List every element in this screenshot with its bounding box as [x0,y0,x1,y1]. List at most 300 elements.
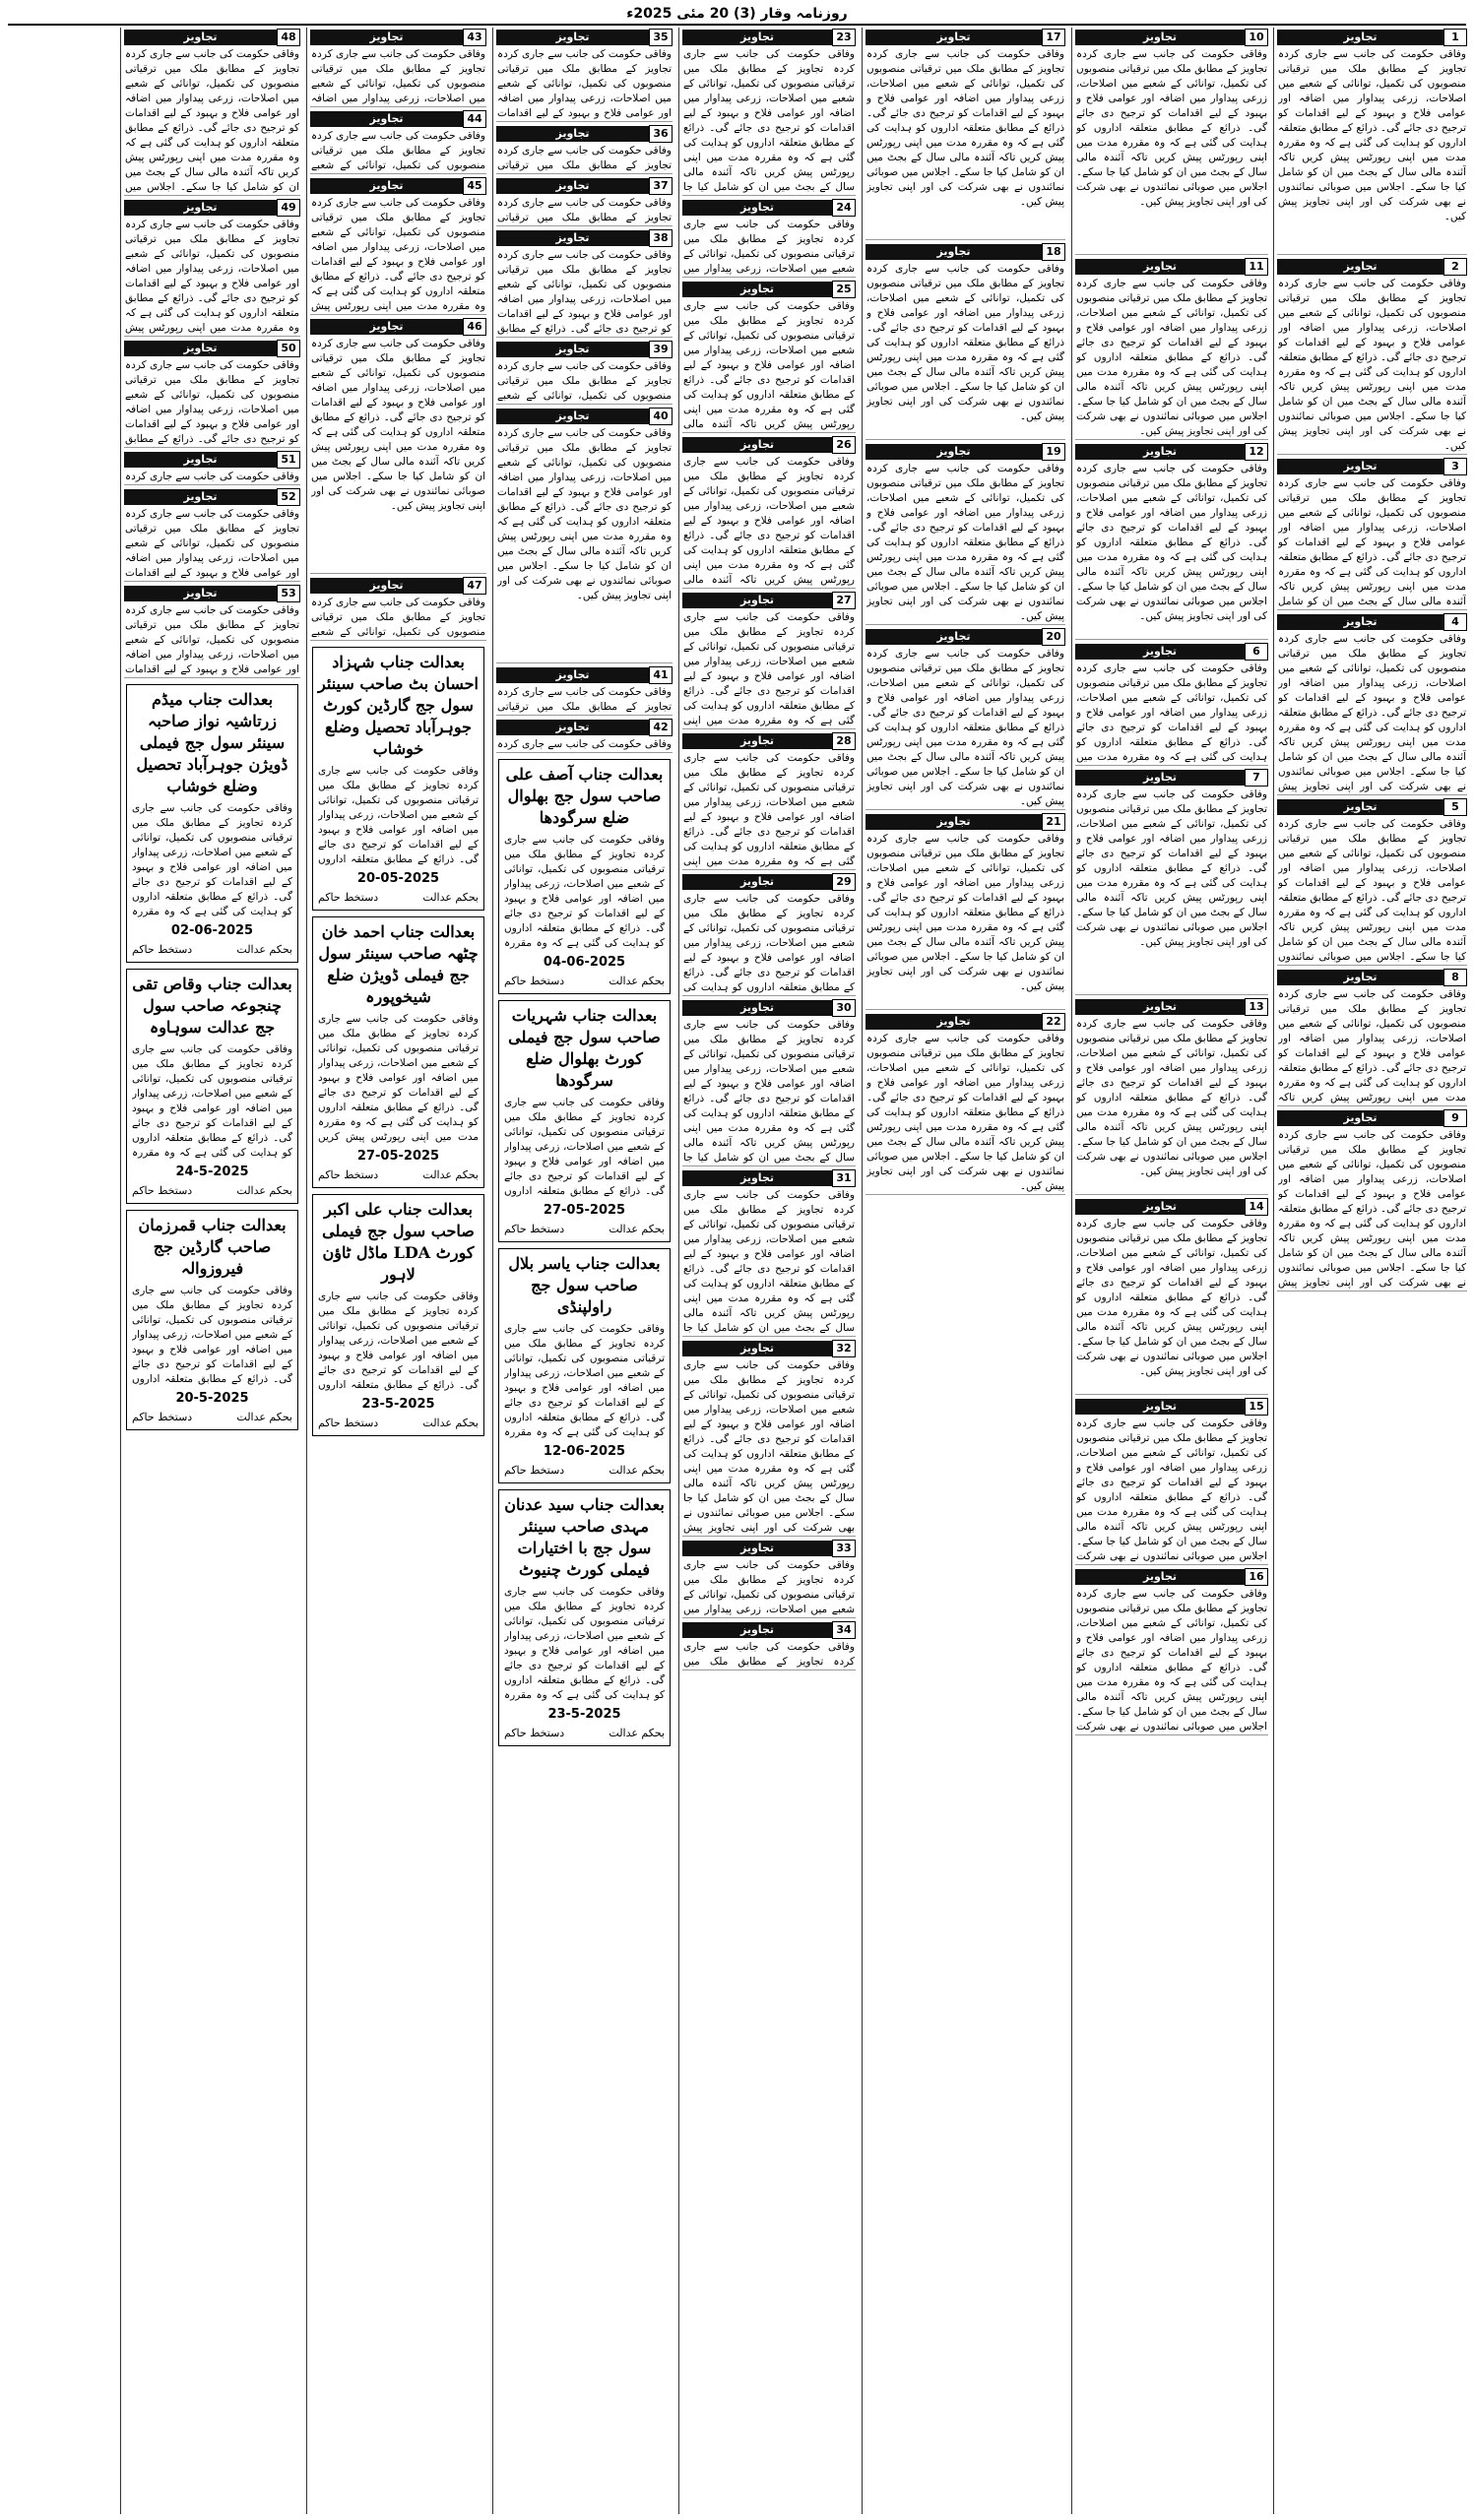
notice-title: بعدالت جناب قمرزمان صاحب گارڈین جج فیروزوالہ [138,1216,287,1278]
notice-hearing-date: 27-05-2025 [356,1149,440,1164]
item-body: وفاقی حکومت کی جانب سے جاری کردہ تجاویز کے مطابق ملک میں ترقیاتی منصوبوں کی تکمیل، توانائی کے شعبے میں اصلاحات، زرعی پیداوار میں اضافہ اور عوامی فلاح و بہبود کے لیے اقدامات کو ترجیح دی جائے گی۔ ذرائع کے مطابق متعلقہ اداروں کو ہدایت کی گئی ہے کہ وہ مقررہ مدت میں اپنی رپورٹس پیش کریں تاکہ آئندہ مالی سال کے بجٹ میں ان کو شامل کیا جا سکے۔ اجلاس میں صوبائی نمائندوں نے بھی شرکت کی اور اپنی تجاویز پیش کیں۔ [1076,1218,1267,1377]
section-label: تجاویز [496,30,649,45]
notice-title: بعدالت جناب علی اکبر صاحب سول جج فیملی کورٹ LDA ماڈل ٹاؤن لاہور [322,1200,475,1284]
section-label: تجاویز [1075,999,1245,1015]
item-header [1277,30,1467,45]
item-body: وفاقی حکومت کی جانب سے جاری کردہ تجاویز کے مطابق ملک میں ترقیاتی منصوبوں کی تکمیل، توانائی کے شعبے میں اصلاحات، زرعی پیداوار میں [683,219,855,275]
section-label: تجاویز [1075,444,1245,460]
section-label: تجاویز [865,444,1042,460]
section-label: تجاویز [496,720,649,735]
item-number: 32 [832,1340,856,1357]
item-header [124,586,300,601]
item-number: 21 [1042,813,1065,831]
item-body: وفاقی حکومت کی جانب سے جاری کردہ تجاویز کے مطابق ملک میں ترقیاتی منصوبوں کی تکمیل، توانائی کے شعبے میں اصلاحات، زرعی پیداوار میں اضافہ اور عوامی فلاح و بہبود کے لیے اقدامات کو ترجیح دی جائے گی۔ ذرائع کے مطابق [497,249,672,335]
section-label: تجاویز [496,230,649,246]
item-header [1075,999,1268,1015]
section-label: تجاویز [682,437,832,453]
section-label: تجاویز [496,178,649,194]
news-item [1277,257,1467,455]
item-body: وفاقی حکومت کی جانب سے جاری کردہ تجاویز کے مطابق ملک میں ترقیاتی منصوبوں کی تکمیل، توانائی کے شعبے میں اصلاحات، زرعی پیداوار میں اضافہ اور عوامی فلاح و بہبود کے لیے اقدامات [497,48,672,119]
signature-left: دستخط حاکم [318,891,379,904]
section-label: تجاویز [682,593,832,608]
news-item [682,1620,856,1670]
signature-right: بحکم عدالت [236,1411,292,1423]
news-item [865,1012,1065,1195]
news-item [865,627,1065,810]
item-header [1075,644,1268,660]
news-item [682,280,856,433]
section-label: تجاویز [124,341,277,356]
item-header [865,814,1065,830]
signature-right: بحکم عدالت [236,943,292,956]
column-5 [492,28,675,2514]
signature-right: بحکم عدالت [609,1223,665,1235]
section-label: تجاویز [1075,1199,1245,1215]
news-item [865,812,1065,1010]
item-number: 14 [1245,1198,1268,1216]
item-number: 44 [463,110,486,128]
court-notice [126,969,298,1204]
news-item [1075,1567,1268,1735]
column-2 [1071,28,1271,2514]
item-body: وفاقی حکومت کی جانب سے جاری کردہ تجاویز کے مطابق ملک میں ترقیاتی منصوبوں کی تکمیل، توانائی کے شعبے میں اصلاحات، زرعی پیداوار میں اضافہ اور عوامی فلاح و بہبود کے لیے اقدامات کو ترجیح دی جائے گی۔ ذرائع کے مطابق متعلقہ اداروں کو ہدایت کی گئی ہے کہ وہ مقررہ مدت میں اپنی رپورٹس پیش کریں تاکہ آئندہ مالی سال کے بجٹ میں ان کو شامل کیا جا سکے۔ اجلاس میں صوبائی نمائندوں نے بھی شرکت کی اور اپنی تجاویز پیش [1278,1129,1466,1289]
signature-left: دستخط حاکم [504,1727,565,1739]
news-item [1075,642,1268,766]
signature-right: بحکم عدالت [609,1464,665,1477]
item-header [682,1341,856,1356]
item-number: 4 [1443,613,1467,631]
signature-right: بحکم عدالت [422,1417,479,1429]
notice-title: بعدالت جناب میڈم زرتاشیہ نواز صاحبہ سینئر سول جج فیملی ڈویژن جوہرآباد تحصیل وضلع خوشاب [136,690,288,795]
item-header [1075,444,1268,460]
section-label: تجاویز [1075,1569,1245,1585]
item-body: وفاقی حکومت کی جانب سے جاری کردہ تجاویز کے مطابق ملک میں ترقیاتی منصوبوں کی تکمیل، توانائی کے شعبے میں اصلاحات، زرعی پیداوار میں اضافہ اور عوامی فلاح و بہبود کے لیے اقدامات کو ترجیح دی جائے گی۔ ذرائع کے مطابق متعلقہ اداروں کو ہدایت کی گئی ہے کہ وہ مقررہ مدت میں اپنی رپورٹس پیش کریں تاکہ آئندہ مالی سال کے بجٹ میں ان کو شامل کیا جا سکے۔ اجلاس میں صوبائی نمائندوں نے بھی شرکت کی اور اپنی تجاویز پیش کیں۔ [866,263,1064,422]
notice-signature [318,1416,479,1431]
item-number: 43 [463,29,486,46]
section-label: تجاویز [496,342,649,357]
section-label: تجاویز [682,1170,832,1186]
item-body: وفاقی حکومت کی جانب سے جاری کردہ تجاویز کے مطابق ملک میں ترقیاتی منصوبوں کی تکمیل، توانائی کے شعبے میں اصلاحات، زرعی پیداوار میں اضافہ اور عوامی فلاح و بہبود کے لیے اقدامات کو ترجیح دی جائے گی۔ ذرائع کے مطابق متعلقہ اداروں کو ہدایت کی گئی ہے کہ وہ مقررہ مدت میں اپنی رپورٹس پیش [311,197,485,312]
item-number: 15 [1245,1398,1268,1416]
item-number: 34 [832,1621,856,1639]
item-body: وفاقی حکومت کی جانب سے جاری کردہ تجاویز کے مطابق ملک میں [683,1641,855,1668]
court-notice [126,1210,298,1430]
item-header [682,874,856,890]
item-header [124,452,300,468]
news-item [310,576,486,641]
item-number: 52 [277,488,300,506]
news-item [1277,968,1467,1106]
notice-body: وفاقی حکومت کی جانب سے جاری کردہ تجاویز کے مطابق ملک میں ترقیاتی منصوبوں کی تکمیل، توانائی کے شعبے میں اصلاحات، زرعی پیداوار میں اضافہ اور عوامی فلاح و بہبود کے لیے اقدامات کو ترجیح دی جائے گی۔ ذرائع کے مطابق متعلقہ اداروں [504,1097,665,1197]
item-header [310,578,486,594]
news-item [496,665,673,716]
section-label: تجاویز [1075,770,1245,786]
item-number: 17 [1042,29,1065,46]
item-number: 39 [649,341,673,358]
item-body: وفاقی حکومت کی جانب سے جاری کردہ تجاویز کے مطابق ملک میں ترقیاتی منصوبوں کی تکمیل، توانائی کے شعبے میں اصلاحات، زرعی پیداوار میں اضافہ اور عوامی فلاح و بہبود کے لیے اقدامات کو ترجیح دی جائے گی۔ ذرائع کے مطابق متعلقہ اداروں کو ہدایت کی گئی ہے کہ وہ مقررہ مدت میں اپنی رپورٹس پیش کریں تاکہ آئندہ مالی سال کے بجٹ میں ان کو شامل کیا جا [683,1019,855,1164]
section-label: تجاویز [682,30,832,45]
item-header [496,126,673,142]
item-number: 29 [832,873,856,891]
column-7 [120,28,303,2514]
signature-left: دستخط حاکم [318,1417,379,1429]
item-number: 48 [277,29,300,46]
item-number: 51 [277,451,300,469]
item-number: 22 [1042,1013,1065,1031]
item-header [865,629,1065,645]
signature-left: دستخط حاکم [132,1411,193,1423]
item-number: 37 [649,177,673,195]
section-label: تجاویز [124,489,277,505]
news-item [1075,1197,1268,1395]
section-label: تجاویز [496,667,649,683]
item-body: وفاقی حکومت کی جانب سے جاری کردہ تجاویز کے مطابق ملک میں ترقیاتی منصوبوں کی تکمیل، توانائی کے شعبے میں اصلاحات، زرعی پیداوار میں اضافہ اور عوامی فلاح و بہبود کے لیے اقدامات کو ترجیح دی جائے گی۔ ذرائع کے مطابق متعلقہ اداروں کو ہدایت کی گئی ہے کہ وہ مقررہ مدت میں اپنی رپورٹس پیش کریں تاکہ [1278,988,1466,1103]
item-body: وفاقی حکومت کی جانب سے جاری کردہ تجاویز کے مطابق ملک میں ترقیاتی منصوبوں کی تکمیل، توانائی کے شعبے میں اصلاحات، زرعی پیداوار میں اضافہ اور عوامی فلاح و بہبود کے لیے اقدامات کو ترجیح دی جائے گی۔ ذرائع کے مطابق متعلقہ اداروں کو ہدایت کی گئی ہے کہ وہ مقررہ مدت میں اپنی رپورٹس پیش کریں تاکہ آئندہ مالی [683,300,855,430]
column-3 [862,28,1068,2514]
item-header [496,342,673,357]
notice-title: بعدالت جناب یاسر بلال صاحب سول جج راولپنڈی [508,1254,661,1316]
item-header [1075,1569,1268,1585]
section-label: تجاویز [1075,1399,1245,1415]
news-item [1075,257,1268,440]
section-label: تجاویز [310,578,463,594]
notice-body: وفاقی حکومت کی جانب سے جاری کردہ تجاویز کے مطابق ملک میں ترقیاتی منصوبوں کی تکمیل، توانائی کے شعبے میں اصلاحات، زرعی پیداوار میں اضافہ اور عوامی فلاح و بہبود کے لیے اقدامات کو ترجیح دی جائے گی۔ ذرائع کے مطابق متعلقہ اداروں کو ہدایت کی گئی ہے کہ وہ مقررہ [504,1586,665,1701]
item-number: 26 [832,436,856,454]
item-number: 2 [1443,258,1467,276]
notice-title: بعدالت جناب شہریات صاحب سول جج فیملی کورٹ بھلوال ضلع سرگودھا [508,1006,661,1090]
news-item [310,109,486,174]
item-header [682,1622,856,1638]
signature-left: دستخط حاکم [504,975,565,987]
item-header [682,200,856,216]
item-header [496,178,673,194]
news-item [682,1339,856,1537]
news-item [496,28,673,122]
item-header [124,341,300,356]
court-notice [498,1248,671,1483]
item-body: وفاقی حکومت کی جانب سے جاری کردہ تجاویز کے مطابق ملک میں ترقیاتی منصوبوں کی تکمیل، توانائی کے شعبے میں اصلاحات، زرعی پیداوار میں اضافہ اور عوامی فلاح و بہبود کے لیے اقدامات کو ترجیح دی جائے گی۔ ذرائع کے مطابق متعلقہ اداروں کو ہدایت کی گئی ہے کہ وہ مقررہ مدت میں اپنی [683,611,855,726]
item-number: 11 [1245,258,1268,276]
item-body: وفاقی حکومت کی جانب سے جاری کردہ تجاویز کے مطابق ملک میں ترقیاتی منصوبوں کی تکمیل، توانائی کے شعبے میں اصلاحات، زرعی پیداوار میں اضافہ اور عوامی فلاح و بہبود کے لیے اقدامات کو ترجیح دی جائے گی۔ ذرائع کے مطابق متعلقہ اداروں کو ہدایت کی گئی ہے کہ وہ مقررہ مدت میں اپنی رپورٹس پیش کریں تاکہ آئندہ مالی [683,456,855,586]
news-item [496,176,673,226]
item-body: وفاقی حکومت کی جانب سے جاری کردہ تجاویز کے مطابق ملک میں ترقیاتی منصوبوں کی تکمیل، توانائی کے شعبے میں اصلاحات، زرعی پیداوار میں اضافہ اور عوامی فلاح و بہبود کے لیے اقدامات کو ترجیح دی جائے گی۔ ذرائع کے مطابق متعلقہ اداروں کو ہدایت کی گئی ہے کہ وہ مقررہ مدت میں اپنی رپورٹس پیش کریں تاکہ آئندہ مالی سال کے بجٹ میں ان کو شامل کیا جا سکے۔ اجلاس میں صوبائی نمائندوں نے بھی شرکت کی اور اپنی تجاویز پیش کیں۔ [1076,48,1267,208]
item-header [865,1014,1065,1030]
item-number: 20 [1042,628,1065,646]
notice-hearing-date: 20-5-2025 [175,1391,249,1406]
section-label: تجاویز [682,1341,832,1356]
item-header [124,30,300,45]
news-item [124,28,300,196]
item-body: وفاقی حکومت کی جانب سے جاری کردہ تجاویز کے مطابق ملک میں ترقیاتی منصوبوں کی تکمیل، توانائی کے شعبے [497,360,672,402]
item-header [682,593,856,608]
item-number: 46 [463,318,486,336]
item-number: 13 [1245,998,1268,1016]
news-item [496,407,673,663]
signature-left: دستخط حاکم [132,943,193,956]
item-body: وفاقی حکومت کی جانب سے جاری کردہ تجاویز کے مطابق ملک میں ترقیاتی منصوبوں کی تکمیل، توانائی کے شعبے میں اصلاحات، زرعی پیداوار میں اضافہ اور عوامی فلاح و بہبود کے لیے اقدامات کو ترجیح دی جائے گی۔ ذرائع کے مطابق متعلقہ اداروں کو ہدایت کی گئی ہے کہ وہ مقررہ مدت میں اپنی رپورٹس پیش کریں تاکہ آئندہ مالی سال کے بجٹ میں ان کو شامل کیا جا [683,1189,855,1334]
item-body: وفاقی حکومت کی جانب سے جاری کردہ [497,738,672,750]
item-body: وفاقی حکومت کی جانب سے جاری کردہ تجاویز کے مطابق ملک میں ترقیاتی منصوبوں کی تکمیل، توانائی کے شعبے میں اصلاحات، زرعی پیداوار میں اضافہ اور عوامی فلاح و بہبود کے لیے اقدامات کو ترجیح دی جائے گی۔ ذرائع کے مطابق متعلقہ اداروں کو ہدایت کی گئی ہے کہ وہ مقررہ مدت میں اپنی رپورٹس پیش کریں تاکہ آئندہ مالی سال کے بجٹ میں ان کو شامل کیا جا سکے۔ اجلاس میں صوبائی نمائندوں نے بھی شرکت [1076,1418,1267,1562]
signature-left: دستخط حاکم [504,1464,565,1477]
news-item [1075,442,1268,640]
news-item [682,731,856,870]
news-item [682,1168,856,1337]
section-label: تجاویز [496,126,649,142]
section-label: تجاویز [682,733,832,749]
news-item [1075,768,1268,995]
news-item [865,442,1065,625]
news-item [1277,28,1467,255]
signature-right: بحکم عدالت [609,975,665,987]
item-number: 50 [277,340,300,357]
notice-body: وفاقی حکومت کی جانب سے جاری کردہ تجاویز کے مطابق ملک میں ترقیاتی منصوبوں کی تکمیل، توانائی کے شعبے میں اصلاحات، زرعی پیداوار میں اضافہ اور عوامی فلاح و بہبود کے لیے اقدامات کو ترجیح دی جائے گی۔ ذرائع کے مطابق متعلقہ اداروں کو ہدایت کی گئی ہے کہ وہ مقررہ [504,834,665,949]
item-number: 7 [1245,769,1268,787]
item-header [865,30,1065,45]
signature-left: دستخط حاکم [504,1223,565,1235]
item-header [496,30,673,45]
notice-hearing-date: 27-05-2025 [543,1203,626,1218]
notice-body: وفاقی حکومت کی جانب سے جاری کردہ تجاویز کے مطابق ملک میں ترقیاتی منصوبوں کی تکمیل، توانائی کے شعبے میں اصلاحات، زرعی پیداوار میں اضافہ اور عوامی فلاح و بہبود کے لیے اقدامات کو ترجیح دی جائے گی۔ ذرائع کے مطابق متعلقہ اداروں کو ہدایت کی گئی ہے کہ وہ مقررہ [132,802,292,917]
section-label: تجاویز [865,244,1042,260]
section-label: تجاویز [310,30,463,45]
item-body: وفاقی حکومت کی جانب سے جاری کردہ تجاویز کے مطابق ملک میں ترقیاتی منصوبوں کی تکمیل، توانائی کے شعبے میں اصلاحات، زرعی پیداوار میں اضافہ اور عوامی فلاح و بہبود کے لیے اقدامات [125,508,299,579]
section-label: تجاویز [124,200,277,216]
item-header [1277,799,1467,815]
item-number: 25 [832,281,856,298]
item-header [682,30,856,45]
news-item [1277,1108,1467,1292]
notice-title: بعدالت جناب شہزاد احسان بٹ صاحب سینئر سول جج گارڈین کورٹ جوہرآباد تحصیل وضلع خوشاب [318,653,479,758]
item-body: وفاقی حکومت کی جانب سے جاری کردہ تجاویز کے مطابق ملک میں ترقیاتی منصوبوں کی تکمیل، توانائی کے شعبے میں اصلاحات، زرعی پیداوار میں اضافہ اور عوامی فلاح و بہبود کے لیے اقدامات کو ترجیح دی جائے گی۔ ذرائع کے مطابق متعلقہ اداروں کو ہدایت کی [683,893,855,993]
section-label: تجاویز [1075,259,1245,275]
item-number: 28 [832,732,856,750]
item-body: وفاقی حکومت کی جانب سے جاری کردہ تجاویز کے مطابق ملک میں ترقیاتی منصوبوں کی تکمیل، توانائی کے شعبے میں اصلاحات، زرعی پیداوار میں اضافہ اور عوامی فلاح و بہبود کے لیے اقدامات کو ترجیح دی جائے گی۔ ذرائع کے مطابق متعلقہ اداروں کو ہدایت کی گئی ہے کہ وہ مقررہ مدت میں اپنی رپورٹس پیش کریں تاکہ آئندہ مالی سال کے بجٹ میں ان کو شامل کیا جا [683,48,855,193]
news-item [1277,457,1467,610]
news-item [682,198,856,278]
section-label: تجاویز [865,814,1042,830]
news-item [682,435,856,589]
item-header [1075,259,1268,275]
item-header [1277,259,1467,275]
news-item [682,872,856,996]
item-header [865,444,1065,460]
item-body: وفاقی حکومت کی جانب سے جاری کردہ تجاویز کے مطابق ملک میں ترقیاتی منصوبوں کی تکمیل، توانائی کے شعبے میں اصلاحات، زرعی پیداوار میں اضافہ اور عوامی فلاح و بہبود کے لیے اقدامات کو ترجیح دی جائے گی۔ ذرائع کے مطابق متعلقہ اداروں کو ہدایت کی گئی ہے کہ وہ مقررہ مدت میں اپنی رپورٹس پیش [125,219,299,334]
item-number: 30 [832,999,856,1017]
signature-left: دستخط حاکم [318,1168,379,1181]
item-number: 38 [649,229,673,247]
news-item [1075,1397,1268,1565]
notice-hearing-date: 02-06-2025 [170,923,254,938]
item-number: 6 [1245,643,1268,661]
item-number: 23 [832,29,856,46]
signature-right: بحکم عدالت [422,1168,479,1181]
item-number: 10 [1245,29,1268,46]
item-header [1277,1110,1467,1126]
masthead: روزنامہ وقار (3) 20 مئی 2025ء [8,4,1466,26]
court-notice [126,684,298,963]
item-header [310,111,486,127]
item-body: وفاقی حکومت کی جانب سے جاری کردہ [125,471,299,482]
signature-left: دستخط حاکم [132,1184,193,1197]
item-body: وفاقی حکومت کی جانب سے جاری کردہ تجاویز کے مطابق ملک میں ترقیاتی منصوبوں کی تکمیل، توانائی کے شعبے میں اصلاحات، زرعی پیداوار میں اضافہ اور عوامی فلاح و بہبود کے لیے اقدامات [125,604,299,675]
item-header [124,489,300,505]
notice-signature [504,974,665,989]
item-number: 40 [649,408,673,425]
court-notice [312,916,484,1188]
item-number: 18 [1042,243,1065,261]
item-body: وفاقی حکومت کی جانب سے جاری کردہ تجاویز کے مطابق ملک میں ترقیاتی [497,197,672,223]
notice-signature [132,1183,292,1199]
court-notice [312,647,484,911]
section-label: تجاویز [682,874,832,890]
news-item [682,28,856,196]
news-item [124,487,300,582]
news-item [496,228,673,338]
notice-title: بعدالت جناب سید عدنان مہدی صاحب سینئر سول جج با اختیارات فیملی کورٹ چنیوٹ [504,1495,665,1579]
column-6 [306,28,489,2514]
item-number: 12 [1245,443,1268,461]
section-label: تجاویز [865,1014,1042,1030]
notice-signature [318,1167,479,1183]
notice-hearing-date: 24-5-2025 [175,1165,249,1179]
notice-title: بعدالت جناب آصف علی صاحب سول جج بھلوال ضلع سرگودھا [505,765,664,827]
notice-signature [132,942,292,958]
news-item [1277,612,1467,795]
court-notice [498,1000,671,1242]
item-number: 53 [277,585,300,602]
section-label: تجاویز [1277,970,1443,985]
item-number: 19 [1042,443,1065,461]
item-header [496,409,673,424]
news-item [124,198,300,337]
item-body: وفاقی حکومت کی جانب سے جاری کردہ تجاویز کے مطابق ملک میں ترقیاتی منصوبوں کی تکمیل، توانائی کے شعبے میں اصلاحات، زرعی پیداوار میں اضافہ [311,48,485,104]
section-label: تجاویز [682,200,832,216]
item-body: وفاقی حکومت کی جانب سے جاری کردہ تجاویز کے مطابق ملک میں ترقیاتی منصوبوں کی تکمیل، توانائی کے شعبے میں اصلاحات، زرعی پیداوار میں اضافہ اور عوامی فلاح و بہبود کے لیے اقدامات کو ترجیح دی جائے گی۔ ذرائع کے مطابق متعلقہ اداروں کو ہدایت کی گئی ہے کہ وہ مقررہ مدت میں اپنی رپورٹس پیش کریں تاکہ آئندہ مالی سال کے بجٹ میں ان کو شامل کیا جا سکے۔ اجلاس میں صوبائی نمائندوں نے بھی شرکت کی اور اپنی تجاویز پیش کیں۔ [866,1033,1064,1192]
item-header [496,667,673,683]
court-notice [498,759,671,994]
item-number: 36 [649,125,673,143]
item-number: 47 [463,577,486,595]
section-label: تجاویز [310,111,463,127]
item-number: 45 [463,177,486,195]
news-item [682,1539,856,1618]
section-label: تجاویز [310,178,463,194]
notice-body: وفاقی حکومت کی جانب سے جاری کردہ تجاویز کے مطابق ملک میں ترقیاتی منصوبوں کی تکمیل، توانائی کے شعبے میں اصلاحات، زرعی پیداوار میں اضافہ اور عوامی فلاح و بہبود کے لیے اقدامات کو ترجیح دی جائے گی۔ ذرائع کے مطابق متعلقہ اداروں [318,765,479,865]
column-4 [678,28,859,2514]
news-item [682,591,856,729]
item-body: وفاقی حکومت کی جانب سے جاری کردہ تجاویز کے مطابق ملک میں ترقیاتی منصوبوں کی تکمیل، توانائی کے شعبے میں اصلاحات، زرعی پیداوار میں اضافہ اور عوامی فلاح و بہبود کے لیے اقدامات کو ترجیح دی جائے گی۔ ذرائع کے مطابق متعلقہ اداروں کو ہدایت کی گئی ہے کہ وہ مقررہ مدت میں اپنی رپورٹس پیش کریں تاکہ آئندہ مالی سال کے بجٹ میں ان کو شامل کیا جا سکے۔ اجلاس میں صوبائی نمائندوں نے بھی شرکت کی اور اپنی تجاویز پیش [1278,633,1466,792]
item-number: 41 [649,666,673,684]
item-number: 3 [1443,458,1467,475]
section-label: تجاویز [1075,30,1245,45]
notice-signature [504,1726,665,1741]
section-label: تجاویز [1277,259,1443,275]
item-header [682,1170,856,1186]
news-item [496,718,673,753]
court-notice [312,1194,484,1436]
item-body: وفاقی حکومت کی جانب سے جاری کردہ تجاویز کے مطابق ملک میں ترقیاتی منصوبوں کی تکمیل، توانائی کے شعبے میں اصلاحات، زرعی پیداوار میں اضافہ اور عوامی فلاح و بہبود کے لیے اقدامات کو ترجیح دی جائے گی۔ ذرائع کے مطابق متعلقہ اداروں کو ہدایت کی گئی ہے کہ وہ مقررہ مدت میں اپنی رپورٹس پیش کریں تاکہ آئندہ مالی سال کے بجٹ میں ان کو شامل کیا جا سکے۔ اجلاس میں [125,48,299,193]
signature-right: بحکم عدالت [236,1184,292,1197]
news-item [310,28,486,107]
notice-signature [318,890,479,906]
item-header [682,733,856,749]
notice-signature [504,1222,665,1237]
news-item [124,339,300,448]
item-number: 31 [832,1169,856,1187]
news-item [310,317,486,574]
section-label: تجاویز [1277,30,1443,45]
notice-body: وفاقی حکومت کی جانب سے جاری کردہ تجاویز کے مطابق ملک میں ترقیاتی منصوبوں کی تکمیل، توانائی کے شعبے میں اصلاحات، زرعی پیداوار میں اضافہ اور عوامی فلاح و بہبود کے لیے اقدامات کو ترجیح دی جائے گی۔ ذرائع کے مطابق متعلقہ اداروں [132,1285,292,1385]
column-1 [1273,28,1470,2514]
item-header [682,1000,856,1016]
item-number: 16 [1245,1568,1268,1586]
news-item [1075,997,1268,1195]
item-body: وفاقی حکومت کی جانب سے جاری کردہ تجاویز کے مطابق ملک میں ترقیاتی منصوبوں کی تکمیل، توانائی کے شعبے میں اصلاحات، زرعی پیداوار میں اضافہ اور عوامی فلاح و بہبود کے لیے اقدامات کو ترجیح دی جائے گی۔ ذرائع کے مطابق متعلقہ اداروں کو ہدایت کی گئی ہے کہ وہ مقررہ مدت میں اپنی رپورٹس پیش کریں تاکہ آئندہ مالی سال کے بجٹ میں ان کو شامل کیا جا سکے۔ اجلاس میں صوبائی نمائندوں [1278,818,1466,963]
notice-signature [504,1463,665,1479]
notice-hearing-date: 23-5-2025 [361,1397,435,1412]
item-header [682,1541,856,1556]
item-header [682,282,856,297]
section-label: تجاویز [124,586,277,601]
item-number: 33 [832,1540,856,1557]
item-header [682,437,856,453]
item-body: وفاقی حکومت کی جانب سے جاری کردہ تجاویز کے مطابق ملک میں ترقیاتی منصوبوں کی تکمیل، توانائی کے شعبے [311,130,485,171]
item-header [1277,970,1467,985]
item-body: وفاقی حکومت کی جانب سے جاری کردہ تجاویز کے مطابق ملک میں ترقیاتی [497,686,672,713]
item-header [1075,30,1268,45]
item-body: وفاقی حکومت کی جانب سے جاری کردہ تجاویز کے مطابق ملک میں ترقیاتی منصوبوں کی تکمیل، توانائی کے شعبے میں اصلاحات، زرعی پیداوار میں اضافہ اور عوامی فلاح و بہبود کے لیے اقدامات کو ترجیح دی جائے گی۔ ذرائع کے مطابق متعلقہ اداروں کو ہدایت کی گئی ہے کہ وہ مقررہ مدت میں [1076,662,1267,763]
notice-signature [132,1410,292,1425]
section-label: تجاویز [1277,459,1443,474]
item-body: وفاقی حکومت کی جانب سے جاری کردہ تجاویز کے مطابق ملک میں ترقیاتی منصوبوں کی تکمیل، توانائی کے شعبے میں اصلاحات، زرعی پیداوار میں اضافہ اور عوامی فلاح و بہبود کے لیے اقدامات کو ترجیح دی جائے گی۔ ذرائع کے مطابق متعلقہ اداروں کو ہدایت کی گئی ہے کہ وہ مقررہ مدت میں اپنی رپورٹس پیش کریں تاکہ آئندہ مالی سال کے بجٹ میں ان کو شامل کیا جا سکے۔ اجلاس میں صوبائی نمائندوں نے بھی شرکت کی اور اپنی تجاویز پیش کیں۔ [866,48,1064,208]
item-number: 8 [1443,969,1467,986]
notice-hearing-date: 12-06-2025 [543,1444,626,1459]
section-label: تجاویز [1075,644,1245,660]
item-number: 27 [832,592,856,609]
item-body: وفاقی حکومت کی جانب سے جاری کردہ تجاویز کے مطابق ملک میں ترقیاتی منصوبوں کی تکمیل، توانائی کے شعبے میں اصلاحات، زرعی پیداوار میں [683,1559,855,1615]
section-label: تجاویز [1277,1110,1443,1126]
section-label: تجاویز [682,1541,832,1556]
item-body: وفاقی حکومت کی جانب سے جاری کردہ تجاویز کے مطابق ملک میں ترقیاتی منصوبوں کی تکمیل، توانائی کے شعبے میں اصلاحات، زرعی پیداوار میں اضافہ اور عوامی فلاح و بہبود کے لیے اقدامات کو ترجیح دی جائے گی۔ ذرائع کے مطابق متعلقہ اداروں کو ہدایت کی گئی ہے کہ وہ مقررہ مدت میں اپنی رپورٹس پیش کریں تاکہ آئندہ مالی سال کے بجٹ میں ان کو شامل کیا جا سکے۔ اجلاس میں صوبائی نمائندوں نے بھی شرکت کی اور اپنی تجاویز پیش کیں۔ [1076,278,1267,437]
section-label: تجاویز [682,1622,832,1638]
news-item [1075,28,1268,255]
news-item [682,998,856,1166]
item-body: وفاقی حکومت کی جانب سے جاری کردہ تجاویز کے مطابق ملک میں ترقیاتی منصوبوں کی تکمیل، توانائی کے شعبے میں اصلاحات، زرعی پیداوار میں اضافہ اور عوامی فلاح و بہبود کے لیے اقدامات کو ترجیح دی جائے گی۔ ذرائع کے مطابق متعلقہ اداروں کو ہدایت کی گئی ہے کہ وہ مقررہ مدت میں اپنی رپورٹس پیش کریں تاکہ آئندہ مالی سال کے بجٹ میں ان کو شامل کیا جا سکے۔ اجلاس میں صوبائی نمائندوں نے بھی شرکت کی اور اپنی تجاویز پیش کیں۔ [311,338,485,512]
item-header [310,319,486,335]
news-item [310,176,486,315]
item-body: وفاقی حکومت کی جانب سے جاری کردہ تجاویز کے مطابق ملک میں ترقیاتی منصوبوں کی تکمیل، توانائی کے شعبے میں اصلاحات، زرعی پیداوار میں اضافہ اور عوامی فلاح و بہبود کے لیے اقدامات کو ترجیح دی جائے گی۔ ذرائع کے مطابق متعلقہ اداروں کو ہدایت کی گئی ہے کہ وہ مقررہ مدت میں اپنی رپورٹس پیش کریں تاکہ آئندہ مالی سال کے بجٹ میں ان کو شامل کیا جا سکے۔ اجلاس میں صوبائی نمائندوں نے بھی شرکت کی اور اپنی تجاویز پیش کیں۔ [1076,463,1267,622]
section-label: تجاویز [124,452,277,468]
item-body: وفاقی حکومت کی جانب سے جاری کردہ تجاویز کے مطابق ملک میں ترقیاتی منصوبوں کی تکمیل، توانائی کے شعبے میں اصلاحات، زرعی پیداوار میں اضافہ اور عوامی فلاح و بہبود کے لیے اقدامات کو ترجیح دی جائے گی۔ ذرائع کے مطابق متعلقہ اداروں کو ہدایت کی گئی ہے کہ وہ مقررہ مدت میں اپنی رپورٹس پیش کریں تاکہ آئندہ مالی سال کے بجٹ میں ان کو شامل کیا جا سکے۔ اجلاس میں صوبائی نمائندوں نے بھی شرکت کی اور اپنی تجاویز پیش کیں۔ [1278,278,1466,452]
item-body: وفاقی حکومت کی جانب سے جاری کردہ تجاویز کے مطابق ملک میں ترقیاتی منصوبوں کی تکمیل، توانائی کے شعبے میں اصلاحات، زرعی پیداوار میں اضافہ اور عوامی فلاح و بہبود کے لیے اقدامات کو ترجیح دی جائے گی۔ ذرائع کے مطابق متعلقہ اداروں کو ہدایت کی گئی ہے کہ وہ مقررہ مدت میں اپنی رپورٹس پیش کریں تاکہ آئندہ مالی سال کے بجٹ میں ان کو شامل کیا جا سکے۔ اجلاس میں صوبائی نمائندوں نے بھی شرکت کی اور اپنی تجاویز پیش کیں۔ [866,463,1064,622]
item-body: وفاقی حکومت کی جانب سے جاری کردہ تجاویز کے مطابق ملک میں ترقیاتی [497,145,672,171]
section-label: تجاویز [865,30,1042,45]
news-item [496,124,673,174]
notice-body: وفاقی حکومت کی جانب سے جاری کردہ تجاویز کے مطابق ملک میں ترقیاتی منصوبوں کی تکمیل، توانائی کے شعبے میں اصلاحات، زرعی پیداوار میں اضافہ اور عوامی فلاح و بہبود کے لیے اقدامات کو ترجیح دی جائے گی۔ ذرائع کے مطابق متعلقہ اداروں کو ہدایت کی گئی ہے کہ وہ مقررہ [504,1323,665,1438]
item-header [496,230,673,246]
section-label: تجاویز [496,409,649,424]
item-header [1075,1399,1268,1415]
item-body: وفاقی حکومت کی جانب سے جاری کردہ تجاویز کے مطابق ملک میں ترقیاتی منصوبوں کی تکمیل، توانائی کے شعبے میں اصلاحات، زرعی پیداوار میں اضافہ اور عوامی فلاح و بہبود کے لیے اقدامات کو ترجیح دی جائے گی۔ ذرائع کے مطابق متعلقہ اداروں کو ہدایت کی گئی ہے کہ وہ مقررہ مدت میں اپنی [683,752,855,867]
court-notice [498,1489,671,1746]
item-header [310,30,486,45]
item-body: وفاقی حکومت کی جانب سے جاری کردہ تجاویز کے مطابق ملک میں ترقیاتی منصوبوں کی تکمیل، توانائی کے شعبے [311,597,485,638]
section-label: تجاویز [1277,614,1443,630]
item-number: 35 [649,29,673,46]
item-header [1277,614,1467,630]
notice-body: وفاقی حکومت کی جانب سے جاری کردہ تجاویز کے مطابق ملک میں ترقیاتی منصوبوں کی تکمیل، توانائی کے شعبے میں اصلاحات، زرعی پیداوار میں اضافہ اور عوامی فلاح و بہبود کے لیے اقدامات کو ترجیح دی جائے گی۔ ذرائع کے مطابق متعلقہ اداروں [318,1291,479,1391]
section-label: تجاویز [124,30,277,45]
